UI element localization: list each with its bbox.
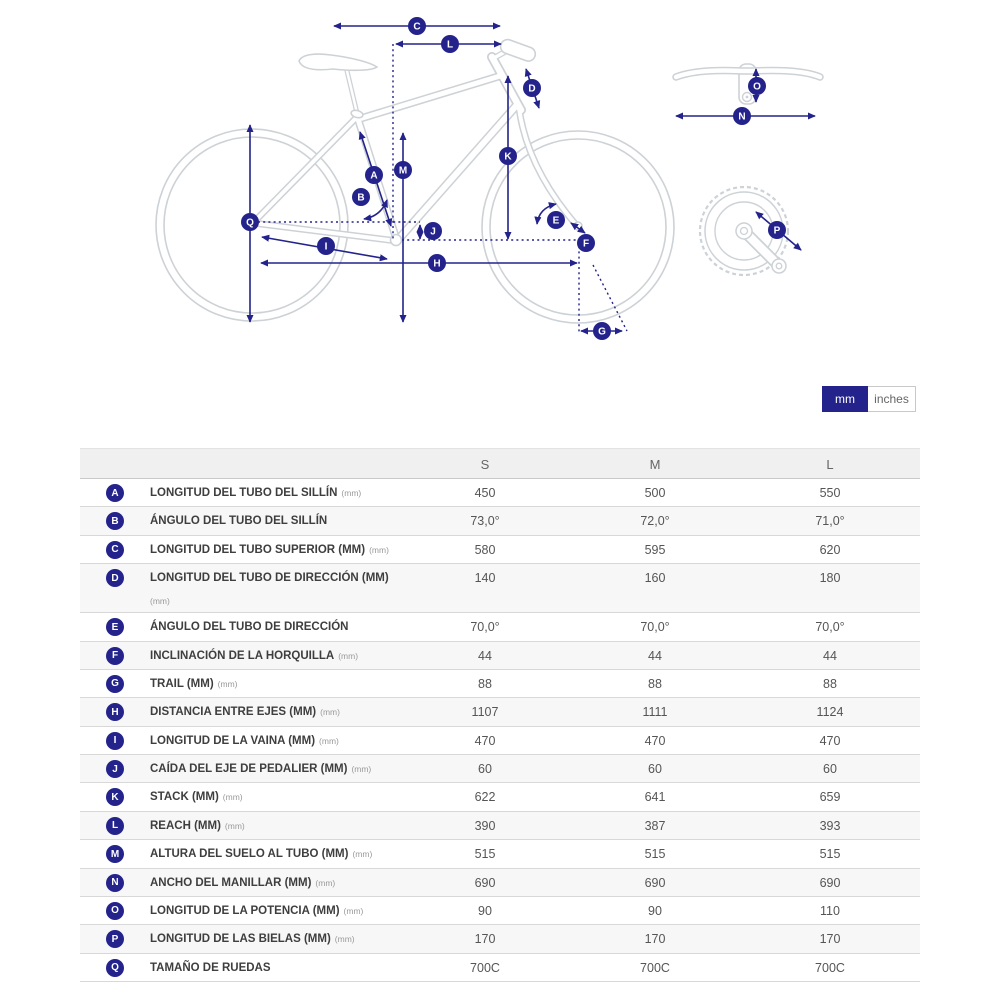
row-unit-text: (mm): [351, 764, 372, 774]
row-value-m: 60: [648, 762, 662, 776]
table-row: [80, 642, 920, 670]
diagram-badge-b: [352, 188, 370, 206]
row-label-text: DISTANCIA ENTRE EJES (MM): [150, 706, 317, 719]
row-value-s: 60: [478, 762, 492, 776]
saddle: [299, 54, 377, 70]
diagram-badge-h: [428, 254, 446, 272]
row-value-m: 387: [644, 818, 666, 833]
svg-text:C: C: [413, 21, 421, 33]
row-letter-badge: [106, 845, 124, 863]
row-value-m: 88: [648, 676, 662, 691]
table-row: [80, 812, 920, 840]
diagram-badge-c: [408, 17, 426, 35]
col-header-m: M: [649, 457, 661, 472]
row-label-text: INCLINACIÓN DE LA HORQUILLA: [150, 649, 335, 662]
row-value-s: 470: [474, 733, 496, 748]
row-label: [150, 812, 400, 839]
row-badge-letter: O: [111, 905, 119, 917]
diagram-badge-q: [241, 213, 259, 231]
row-label-text: LONGITUD DEL TUBO DE DIRECCIÓN (MM): [150, 572, 389, 585]
row-badge-cell: [80, 613, 150, 636]
row-value-m: 641: [644, 790, 666, 805]
geometry-table: [80, 448, 920, 982]
row-letter-badge: [106, 618, 124, 636]
row-label: [150, 613, 400, 640]
svg-text:N: N: [738, 111, 746, 123]
row-value-l: 60: [823, 762, 837, 776]
svg-text:M: M: [398, 165, 408, 177]
row-unit-text: (mm): [334, 934, 355, 945]
handlebar-grip: [499, 38, 538, 63]
row-badge-cell: [80, 479, 150, 502]
row-unit-text: (mm): [319, 735, 339, 746]
row-badge-letter: E: [111, 621, 119, 633]
svg-text:I: I: [324, 241, 328, 253]
row-value-s: 88: [478, 676, 492, 691]
row-value-l: 88: [823, 676, 837, 691]
row-label-text: LONGITUD DE LAS BIELAS (MM): [150, 933, 331, 946]
row-badge-cell: [80, 642, 150, 665]
row-badge-letter: Q: [111, 962, 119, 974]
row-value-m: 1111: [642, 705, 668, 720]
row-badge-cell: [80, 812, 150, 835]
row-value-s: 580: [474, 542, 496, 557]
row-label: [150, 755, 400, 782]
row-letter-badge: [106, 569, 124, 587]
svg-text:H: H: [433, 258, 441, 270]
row-label-text: ÁNGULO DEL TUBO DE DIRECCIÓN: [150, 621, 349, 634]
row-badge-letter: D: [111, 572, 119, 584]
svg-text:L: L: [446, 39, 454, 51]
header-badge-spacer: [80, 449, 150, 454]
row-badge-letter: L: [111, 820, 119, 832]
col-header-l: L: [826, 457, 834, 472]
row-value-m: 170: [644, 932, 666, 947]
row-value-m: 595: [644, 542, 666, 557]
row-badge-letter: P: [111, 933, 119, 945]
row-value-m: 470: [644, 733, 666, 748]
row-value-m: 515: [644, 847, 666, 862]
row-value-l: 690: [819, 875, 841, 890]
row-label-text: ALTURA DEL SUELO AL TUBO (MM): [150, 848, 349, 861]
row-unit-text: (mm): [341, 488, 362, 498]
row-label: [150, 897, 400, 924]
row-unit-text: (mm): [338, 650, 359, 661]
row-value-s: 390: [474, 818, 496, 833]
row-value-s: 73,0°: [470, 514, 500, 529]
row-badge-letter: N: [111, 877, 119, 888]
svg-text:D: D: [528, 83, 536, 95]
diagram-badge-g: [593, 322, 611, 340]
table-row: [80, 954, 920, 982]
row-value-s: 700C: [470, 960, 500, 975]
diagram-badge-i: [317, 237, 335, 255]
diagram-badge-n: [733, 107, 751, 125]
row-label: [150, 642, 400, 669]
row-badge-cell: [80, 670, 150, 693]
row-value-l: 71,0°: [815, 514, 845, 529]
svg-text:J: J: [430, 226, 436, 238]
row-badge-letter: H: [111, 706, 119, 718]
row-badge-cell: [80, 698, 150, 721]
diagram-badge-p: [768, 221, 786, 239]
row-unit-text: (mm): [222, 792, 243, 803]
row-unit-text: (mm): [315, 877, 336, 888]
diagram-badge-j: [424, 222, 442, 240]
handlebar-detail: [676, 64, 820, 104]
unit-toggle-row: [0, 386, 1000, 412]
row-badge-letter: I: [113, 735, 117, 747]
svg-text:K: K: [504, 151, 512, 163]
row-label-text: ANCHO DEL MANILLAR (MM): [150, 876, 312, 889]
table-row: [80, 840, 920, 868]
table-row: [80, 613, 920, 641]
row-badge-cell: [80, 755, 150, 778]
row-label-text: LONGITUD DEL TUBO SUPERIOR (MM): [150, 543, 366, 556]
table-row: [80, 869, 920, 897]
row-badge-letter: A: [111, 487, 119, 499]
table-body: [80, 479, 920, 982]
row-label: [150, 869, 400, 896]
svg-text:Q: Q: [246, 217, 254, 229]
row-letter-badge: [106, 817, 124, 835]
row-label: [150, 727, 400, 754]
row-badge-letter: K: [111, 791, 119, 803]
row-value-m: 44: [648, 648, 662, 663]
table-row: [80, 755, 920, 783]
row-value-s: 690: [474, 875, 496, 890]
row-value-l: 470: [819, 733, 841, 748]
diagram-badge-m: [394, 161, 412, 179]
row-label: [150, 536, 400, 563]
row-badge-cell: [80, 925, 150, 948]
row-badge-letter: B: [111, 515, 119, 527]
row-value-l: 1124: [816, 705, 844, 720]
row-badge-letter: C: [111, 544, 119, 556]
row-label-text: TRAIL (MM): [150, 677, 214, 690]
table-row: [80, 670, 920, 698]
row-value-m: 90: [648, 903, 662, 918]
svg-text:G: G: [598, 326, 606, 338]
row-value-l: 44: [823, 648, 837, 663]
row-letter-badge: [106, 959, 124, 977]
row-label-text: REACH (MM): [150, 819, 221, 832]
table-row: [80, 925, 920, 953]
row-unit-text: (mm): [320, 707, 340, 718]
row-letter-badge: [106, 484, 124, 502]
row-value-s: 90: [478, 903, 492, 918]
table-row: [80, 479, 920, 507]
bike-outline: [156, 38, 674, 323]
table-row: [80, 536, 920, 564]
row-letter-badge: [106, 675, 124, 693]
row-badge-cell: [80, 564, 150, 587]
row-letter-badge: [106, 760, 124, 778]
row-value-l: 659: [819, 790, 841, 805]
unit-toggle: [822, 386, 916, 412]
row-value-s: 622: [474, 790, 496, 805]
diagram-badge-a: [365, 166, 383, 184]
table-row: [80, 727, 920, 755]
row-letter-badge: [106, 788, 124, 806]
row-value-s: 70,0°: [470, 620, 500, 635]
row-badge-cell: [80, 869, 150, 892]
row-label-text: LONGITUD DEL TUBO DEL SILLÍN: [150, 487, 338, 499]
row-badge-cell: [80, 897, 150, 920]
table-row: [80, 564, 920, 613]
row-label: [150, 925, 400, 952]
row-badge-letter: G: [111, 678, 119, 690]
row-unit-text: (mm): [217, 678, 238, 689]
row-letter-badge: [106, 902, 124, 920]
row-badge-letter: M: [110, 848, 120, 860]
row-label-text: CAÍDA DEL EJE DE PEDALIER (MM): [150, 763, 348, 775]
row-label: [150, 840, 400, 867]
unit-inches-button[interactable]: inches: [868, 386, 916, 412]
row-value-s: 515: [474, 847, 496, 862]
row-value-m: 500: [644, 486, 666, 500]
row-value-l: 170: [819, 932, 841, 947]
row-label-text: LONGITUD DE LA VAINA (MM): [150, 734, 316, 747]
diagram-badge-f: [577, 234, 595, 252]
row-badge-cell: [80, 954, 150, 977]
row-unit-text: (mm): [369, 544, 389, 555]
col-header-s: S: [480, 457, 490, 472]
row-label-text: TAMAÑO DE RUEDAS: [150, 961, 271, 974]
table-row: [80, 698, 920, 726]
row-value-s: 1107: [471, 705, 499, 720]
row-value-l: 700C: [815, 960, 845, 975]
diagram-badge-o: [748, 77, 766, 95]
row-value-l: 70,0°: [815, 620, 845, 635]
row-label: [150, 783, 400, 810]
row-value-m: 690: [644, 875, 666, 890]
diagram-badge-e: [547, 211, 565, 229]
row-unit-text: (mm): [343, 905, 364, 916]
row-badge-cell: [80, 727, 150, 750]
diagram-badge-l: [441, 35, 459, 53]
row-value-l: 110: [820, 903, 840, 918]
row-label-text: LONGITUD DE LA POTENCIA (MM): [150, 904, 340, 917]
row-label: [150, 698, 400, 725]
row-letter-badge: [106, 512, 124, 530]
row-unit-text: (mm): [224, 820, 245, 831]
row-value-m: 160: [644, 571, 666, 586]
row-value-s: 170: [474, 932, 496, 947]
row-badge-letter: F: [111, 650, 119, 661]
svg-text:A: A: [370, 170, 378, 182]
row-badge-cell: [80, 840, 150, 863]
row-value-l: 180: [819, 571, 841, 586]
row-value-s: 450: [474, 486, 496, 500]
bottom-bracket: [391, 235, 402, 246]
svg-text:P: P: [773, 225, 781, 237]
row-value-s: 140: [474, 571, 496, 586]
table-row: [80, 507, 920, 535]
row-letter-badge: [106, 930, 124, 948]
svg-text:E: E: [552, 215, 560, 227]
row-value-l: 620: [819, 542, 841, 557]
row-value-l: 550: [819, 486, 841, 500]
row-unit-text: (mm): [150, 595, 170, 606]
row-label: [150, 954, 400, 981]
table-header-row: [80, 449, 920, 479]
svg-text:B: B: [357, 192, 365, 204]
row-label: [150, 479, 400, 506]
row-label: [150, 507, 400, 534]
table-row: [80, 897, 920, 925]
row-value-m: 70,0°: [640, 620, 670, 635]
row-label-text: STACK (MM): [150, 791, 219, 804]
unit-mm-button[interactable]: mm: [822, 386, 868, 412]
row-value-m: 72,0°: [640, 514, 670, 529]
diagram-badge-d: [523, 79, 541, 97]
row-badge-cell: [80, 536, 150, 559]
svg-text:F: F: [582, 238, 590, 250]
row-letter-badge: [106, 732, 124, 750]
row-letter-badge: [106, 647, 124, 665]
row-value-l: 393: [819, 818, 841, 833]
bike-geometry-diagram: [0, 0, 1000, 380]
row-value-s: 44: [478, 648, 492, 663]
diagram-badge-k: [499, 147, 517, 165]
row-letter-badge: [106, 874, 124, 892]
row-value-m: 700C: [640, 960, 670, 975]
row-letter-badge: [106, 541, 124, 559]
row-value-l: 515: [819, 847, 841, 862]
svg-text:O: O: [753, 81, 761, 93]
row-label: [150, 564, 400, 612]
header-label-spacer: [150, 449, 400, 462]
row-badge-cell: [80, 507, 150, 530]
row-badge-cell: [80, 783, 150, 806]
table-row: [80, 783, 920, 811]
row-badge-letter: J: [112, 763, 118, 775]
row-letter-badge: [106, 703, 124, 721]
diagram-area: [0, 0, 1000, 380]
row-label-text: ÁNGULO DEL TUBO DEL SILLÍN: [150, 515, 328, 528]
row-label: [150, 670, 400, 697]
row-unit-text: (mm): [352, 849, 373, 860]
